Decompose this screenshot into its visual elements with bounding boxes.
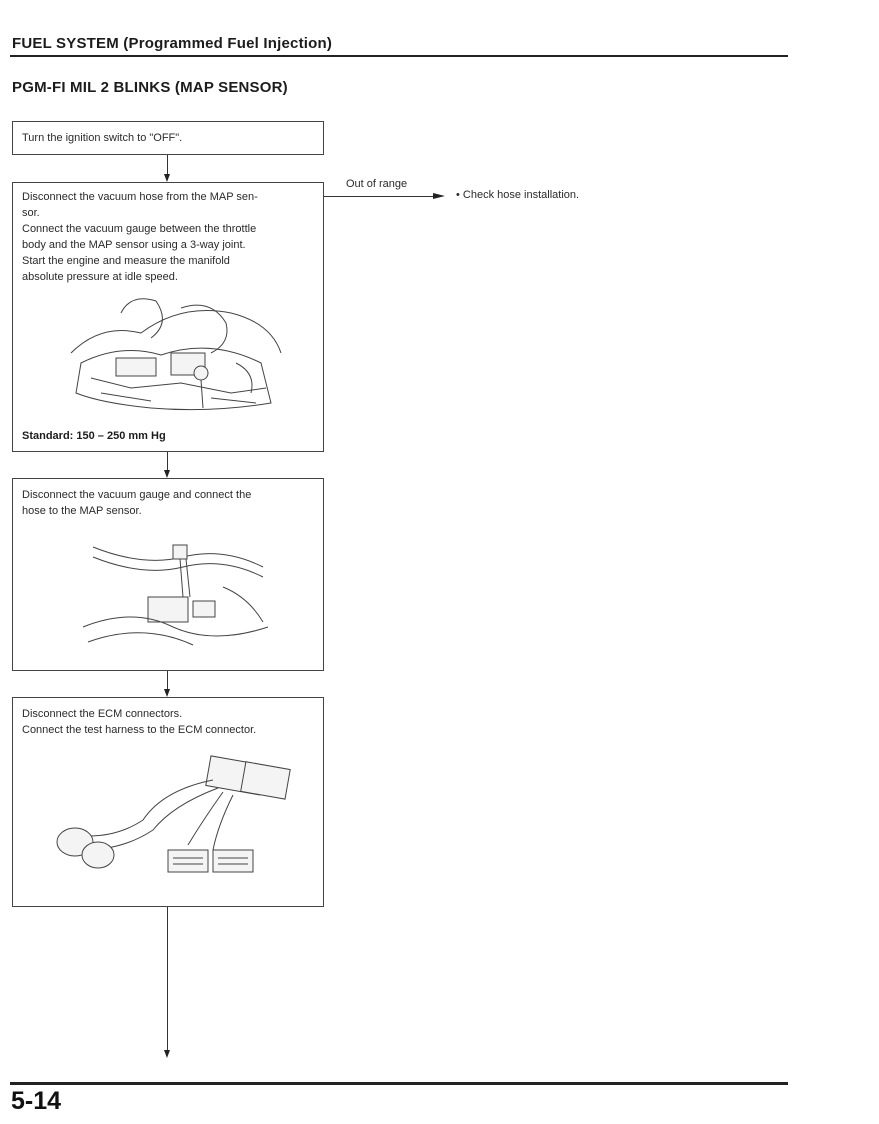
connector-3-4 — [167, 671, 168, 690]
section-title: FUEL SYSTEM (Programmed Fuel Injection) — [12, 35, 333, 52]
step-2-line-5: Start the engine and measure the manifold — [22, 255, 230, 267]
header-rule — [10, 55, 788, 57]
page-heading: PGM-FI MIL 2 BLINKS (MAP SENSOR) — [12, 79, 288, 96]
map-sensor-hose-illustration — [73, 527, 273, 657]
vacuum-gauge-illustration — [61, 293, 291, 423]
step-2-line-1: Disconnect the vacuum hose from the MAP sen- — [22, 191, 258, 203]
step-3-box — [12, 478, 324, 671]
branch-label: Out of range — [346, 178, 408, 190]
step-3-line-1: Disconnect the vacuum gauge and connect the — [22, 489, 252, 501]
step-1-box — [12, 121, 324, 155]
step-3-line-2: hose to the MAP sensor. — [22, 505, 142, 517]
step-2-box — [12, 182, 324, 452]
connector-1-2 — [167, 155, 168, 175]
arrow-right-icon — [433, 193, 445, 199]
step-2-line-6: absolute pressure at idle speed. — [22, 271, 178, 283]
step-3-text — [22, 487, 318, 519]
branch-result: • Check hose installation. — [456, 189, 580, 201]
arrow-down-icon — [164, 470, 170, 478]
footer-rule — [10, 1082, 788, 1085]
step-2-line-4: body and the MAP sensor using a 3-way joint. — [22, 239, 246, 251]
test-harness-illustration — [43, 750, 303, 890]
page-number: 5-14 — [11, 1087, 62, 1115]
step-4-text — [22, 706, 320, 738]
step-2-text — [22, 189, 318, 285]
arrow-down-icon — [164, 1050, 170, 1058]
branch-line — [324, 196, 434, 197]
step-2-line-3: Connect the vacuum gauge between the throttle — [22, 223, 257, 235]
step-2-line-2: sor. — [22, 207, 40, 219]
connector-4-next — [167, 907, 168, 1050]
connector-2-3 — [167, 452, 168, 471]
standard-value: Standard: 150 – 250 mm Hg — [22, 430, 166, 442]
step-1-text: Turn the ignition switch to "OFF". — [22, 132, 183, 144]
step-4-line-1: Disconnect the ECM connectors. — [22, 708, 183, 720]
arrow-down-icon — [164, 174, 170, 182]
step-4-line-2: Connect the test harness to the ECM connector. — [22, 724, 257, 736]
step-4-box — [12, 697, 324, 907]
arrow-down-icon — [164, 689, 170, 697]
